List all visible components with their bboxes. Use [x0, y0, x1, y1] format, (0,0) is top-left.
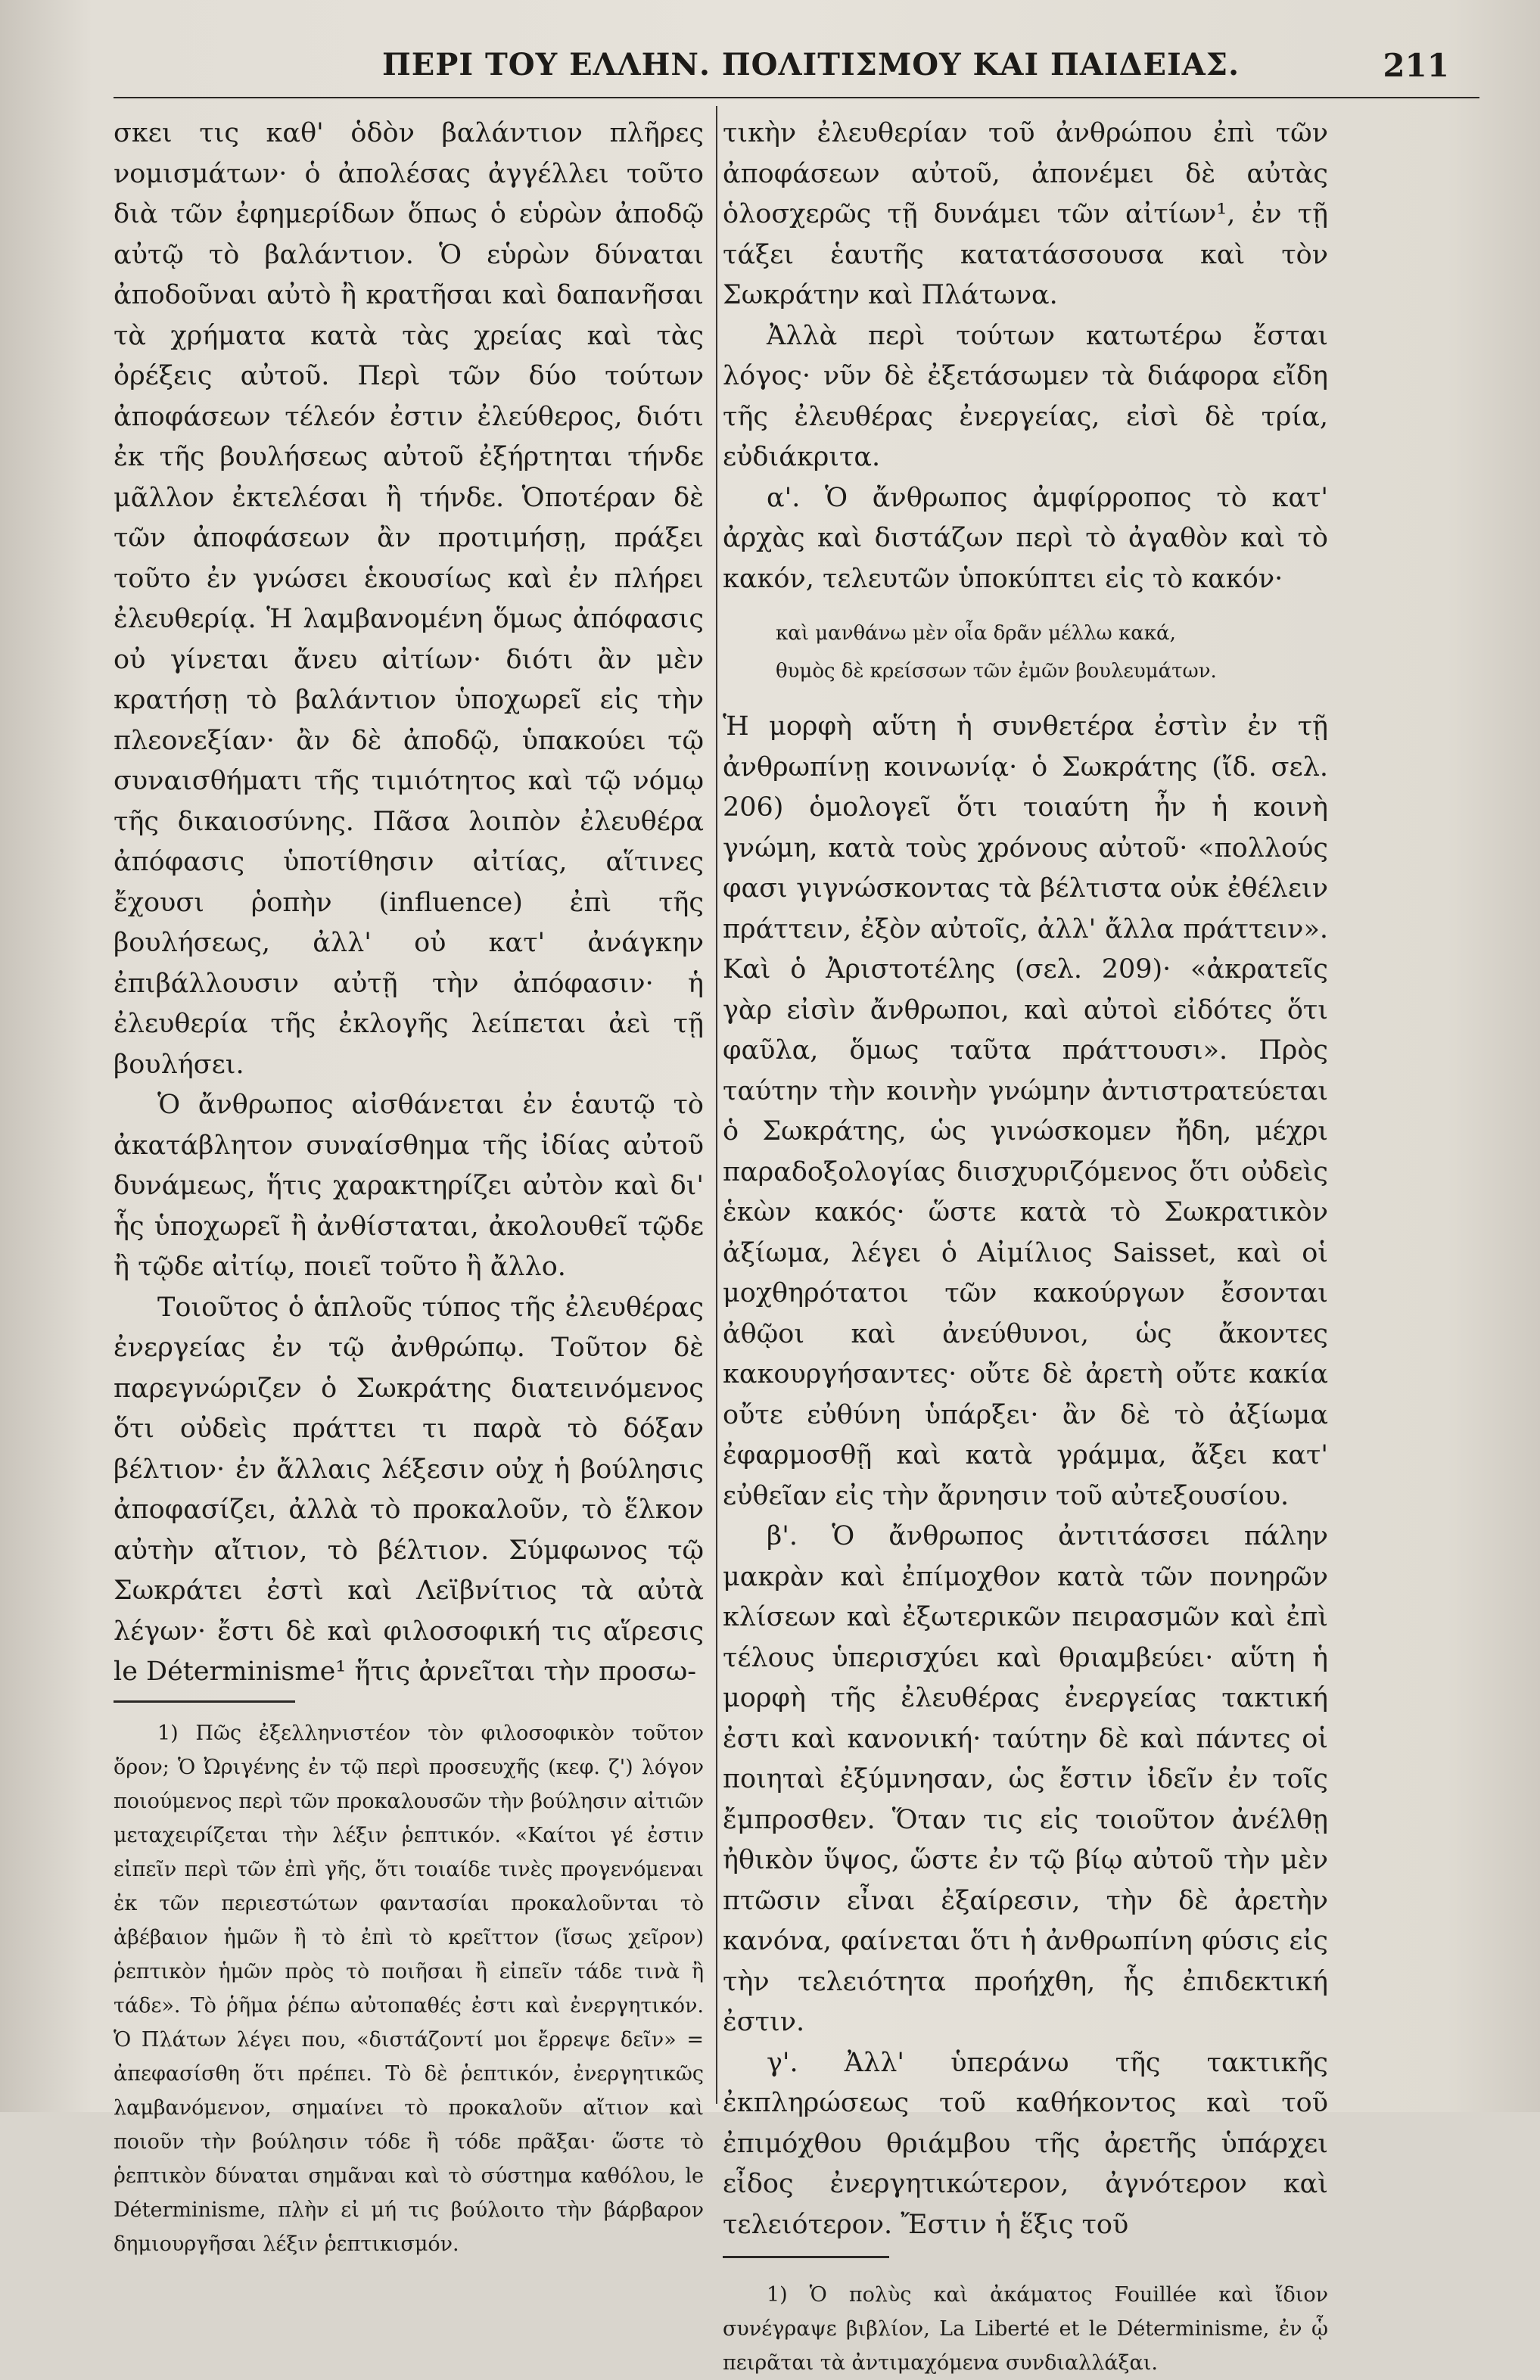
verse-line-1: καὶ μανθάνω μὲν οἷα δρᾶν μέλλω κακά,: [776, 622, 1176, 645]
left-paragraph-2: Ὁ ἄνθρωπος αἰσθάνεται ἐν ἑαυτῷ τὸ ἀκατάβλητον συναίσθημα τῆς ἰδίας αὐτοῦ δυνάμεως, ἥτις χαρακτηρίζει αὐτὸν καὶ δι' ἧς ὑποχωρεῖ ἢ ἀνθίσταται, ἀκολουθεῖ τῷδε ἢ τῷδε αἰτίῳ, ποιεῖ τοῦτο ἢ ἄλλο.: [114, 1090, 704, 1282]
right-paragraph-2: Ἀλλὰ περὶ τούτων κατωτέρω ἔσται λόγος· νῦν δὲ ἐξετάσωμεν τὰ διάφορα εἴδη τῆς ἐλευθέρας ἐνεργείας, εἰσὶ δὲ τρία, εὐδιάκριτα.: [723, 320, 1328, 472]
left-footnote: 1) Πῶς ἐξελληνιστέον τὸν φιλοσοφικὸν τοῦτον ὅρον; Ὁ Ὠριγένης ἐν τῷ περὶ προσευχῆς (κεφ. ζ') λόγον ποιούμενος περὶ τῶν προκαλουσῶν τὴν βούλησιν αἰτιῶν μεταχειρίζεται τὴν λέξιν ῥεπτικόν. «Καίτοι γέ ἐστιν εἰπεῖν περὶ τῶν ἐπὶ γῆς, ὅτι τοιαίδε τινὲς προγενόμεναι ἐκ τῶν περιεστώτων φαντασίαι προκαλοῦνται τὸ ἀβέβαιον ἡμῶν ἢ τὸ ἐπὶ τὸ κρεῖττον (ἴσως χεῖρον) ῥεπτικὸν ἡμῶν πρὸς τὸ ποιῆσαι ἢ εἰπεῖν τάδε τινὰ ἢ τάδε». Τὸ ῥῆμα ῥέπω αὐτοπαθές ἐστι καὶ ἐνεργητικόν. Ὁ Πλάτων λέγει που, «διστάζοντί μοι ἔρρεψε δεῖν» = ἀπεφασίσθη ὅτι πρέπει. Τὸ δὲ ῥεπτικόν, ἐνεργητικῶς λαμβανόμενον, σημαίνει τὸ προκαλοῦν αἴτιον καὶ ποιοῦν τὴν βούλησιν τόδε ἢ τόδε πρᾶξαι· ὥστε τὸ ῥεπτικὸν δύναται σημᾶναι καὶ τὸ σύστημα καθόλου, le Déterminisme, πλὴν εἰ μή τις βούλοιτο τὴν βάρβαρον δημιουργῆσαι λέξιν ῥεπτικισμόν.: [114, 1721, 704, 2256]
left-paragraph-3: Τοιοῦτος ὁ ἁπλοῦς τύπος τῆς ἐλευθέρας ἐνεργείας ἐν τῷ ἀνθρώπῳ. Τοῦτον δὲ παρεγνώριζεν ὁ Σωκράτης διατεινόμενος ὅτι οὐδεὶς πράττει τι παρὰ τὸ δόξαν βέλτιον· ἐν ἄλλαις λέξεσιν οὐχ ἡ βούλησις ἀποφασίζει, ἀλλὰ τὸ προκαλοῦν, τὸ ἕλκον αὐτὴν αἴτιον, τὸ βέλτιον. Σύμφωνος τῷ Σωκράτει ἐστὶ καὶ Λεϊβνίτιος τὰ αὐτὰ λέγων· ἔστι δὲ καὶ φιλοσοφική τις αἵρεσις le Déterminisme¹ ἥτις ἀρνεῖται τὴν προσω-: [114, 1292, 704, 1687]
running-title: ΠΕΡΙ ΤΟΥ ΕΛΛΗΝ. ΠΟΛΙΤΙΣΜΟΥ ΚΑΙ ΠΑΙΔΕΙΑΣ.: [382, 47, 1240, 82]
left-column: [114, 114, 704, 2261]
running-head: [114, 47, 1479, 92]
column-divider: [716, 106, 717, 2104]
left-paragraph-1: σκει τις καθ' ὁδὸν βαλάντιον πλῆρες νομισμάτων· ὁ ἀπολέσας ἀγγέλλει τοῦτο διὰ τῶν ἐφημερίδων ὅπως ὁ εὑρὼν ἀποδῷ αὐτῷ τὸ βαλάντιον. Ὁ εὑρὼν δύναται ἀποδοῦναι αὐτὸ ἢ κρατῆσαι καὶ δαπανῆσαι τὰ χρήματα κατὰ τὰς χρείας καὶ τὰς ὀρέξεις αὐτοῦ. Περὶ τῶν δύο τούτων ἀποφάσεων τέλεόν ἐστιν ἐλεύθερος, διότι ἐκ τῆς βουλήσεως αὐτοῦ ἐξήρτηται τήνδε μᾶλλον ἐκτελέσαι ἢ τήνδε. Ὁποτέραν δὲ τῶν ἀποφάσεων ἂν προτιμήσῃ, πράξει τοῦτο ἐν γνώσει ἑκουσίως καὶ ἐν πλήρει ἐλευθερίᾳ. Ἡ λαμβανομένη ὅμως ἀπόφασις οὐ γίνεται ἄνευ αἰτίων· διότι ἂν μὲν κρατήσῃ τὸ βαλάντιον ὑποχωρεῖ εἰς τὴν πλεονεξίαν· ἂν δὲ ἀποδῷ, ὑπακούει τῷ συναισθήματι τῆς τιμιότητος καὶ τῷ νόμῳ τῆς δικαιοσύνης. Πᾶσα λοιπὸν ἐλευθέρα ἀπόφασις ὑποτίθησιν αἰτίας, αἵτινες ἔχουσι ῥοπὴν (influence) ἐπὶ τῆς βουλήσεως, ἀλλ' οὐ κατ' ἀνάγκην ἐπιβάλλουσιν αὐτῇ τὴν ἀπόφασιν· ἡ ἐλευθερία τῆς ἐκλογῆς λείπεται ἀεὶ τῇ βουλήσει.: [114, 118, 704, 1080]
right-paragraph-4: Ἡ μορφὴ αὕτη ἡ συνθετέρα ἐστὶν ἐν τῇ ἀνθρωπίνῃ κοινωνίᾳ· ὁ Σωκράτης (ἴδ. σελ. 206) ὁμολογεῖ ὅτι τοιαύτη ἦν ἡ κοινὴ γνώμη, κατὰ τοὺς χρόνους αὐτοῦ· «πολλούς φασι γιγνώσκοντας τὰ βέλτιστα οὐκ ἐθέλειν πράττειν, ἐξὸν αὐτοῖς, ἀλλ' ἄλλα πράττειν». Καὶ ὁ Ἀριστοτέλης (σελ. 209)· «ἀκρατεῖς γὰρ εἰσὶν ἄνθρωποι, καὶ αὐτοὶ εἰδότες ὅτι φαῦλα, ὅμως ταῦτα πράττουσι». Πρὸς ταύτην τὴν κοινὴν γνώμην ἀντιστρατεύεται ὁ Σωκράτης, ὡς γινώσκομεν ἤδη, μέχρι παραδοξολογίας διισχυριζόμενος ὅτι οὐδεὶς ἑκὼν κακός· ὥστε κατὰ τὸ Σωκρατικὸν ἀξίωμα, λέγει ὁ Αἰμίλιος Saisset, καὶ οἱ μοχθηρότατοι τῶν κακούργων ἔσονται ἀθῷοι καὶ ἀνεύθυνοι, ὡς ἄκοντες κακουργήσαντες· οὔτε δὲ ἀρετὴ οὔτε κακία οὔτε εὐθύνη ὑπάρξει· ἂν δὲ τὸ ἀξίωμα ἐφαρμοσθῇ καὶ κατὰ γράμμα, ἄξει κατ' εὐθεῖαν εἰς τὴν ἄρνησιν τοῦ αὐτεξουσίου.: [723, 711, 1328, 1511]
right-paragraph-1: τικὴν ἐλευθερίαν τοῦ ἀνθρώπου ἐπὶ τῶν ἀποφάσεων αὐτοῦ, ἀπονέμει δὲ αὐτὰς ὁλοσχερῶς τῇ δυνάμει τῶν αἰτίων¹, ἐν τῇ τάξει ἑαυτῆς κατατάσσουσα καὶ τὸν Σωκράτην καὶ Πλάτωνα.: [723, 118, 1328, 310]
verse-line-2: θυμὸς δὲ κρείσσων τῶν ἐμῶν βουλευμάτων.: [776, 660, 1217, 683]
right-paragraph-3: α'. Ὁ ἄνθρωπος ἀμφίρροπος τὸ κατ' ἀρχὰς καὶ διστάζων περὶ τὸ ἀγαθὸν καὶ τὸ κακόν, τελευτῶν ὑποκύπτει εἰς τὸ κακόν·: [723, 482, 1328, 594]
footnote-rule: [723, 2256, 889, 2258]
page-number: 211: [1383, 47, 1449, 84]
right-footnote: 1) Ὁ πολὺς καὶ ἀκάματος Fouillée καὶ ἴδιον συνέγραψε βιβλίον, La Liberté et le Déterminisme, ἐν ᾧ πειρᾶται τὰ ἀντιμαχόμενα συνδιαλλάξαι.: [723, 2283, 1328, 2375]
header-rule: [114, 97, 1479, 98]
right-column: [723, 114, 1328, 2380]
right-paragraph-6: γ'. Ἀλλ' ὑπεράνω τῆς τακτικῆς ἐκπληρώσεως τοῦ καθήκοντος καὶ τοῦ ἐπιμόχθου θριάμβου τῆς ἀρετῆς ὑπάρχει εἶδος ἐνεργητικώτερον, ἀγνότερον καὶ τελειότερον. Ἔστιν ἡ ἕξις τοῦ: [723, 2047, 1328, 2240]
right-paragraph-5: β'. Ὁ ἄνθρωπος ἀντιτάσσει πάλην μακρὰν καὶ ἐπίμοχθον κατὰ τῶν πονηρῶν κλίσεων καὶ ἐξωτερικῶν πειρασμῶν καὶ ἐπὶ τέλους ὑπερισχύει καὶ θριαμβεύει· αὕτη ἡ μορφὴ τῆς ἐλευθέρας ἐνεργείας τακτική ἐστι καὶ κανονική· ταύτην δὲ καὶ πάντες οἱ ποιηταὶ ἐξύμνησαν, ὡς ἔστιν ἰδεῖν ἐν τοῖς ἔμπροσθεν. Ὅταν τις εἰς τοιοῦτον ἀνέλθῃ ἠθικὸν ὕψος, ὥστε ἐν τῷ βίῳ αὐτοῦ τὴν μὲν πτῶσιν εἶναι ἐξαίρεσιν, τὴν δὲ ἀρετὴν κανόνα, φαίνεται ὅτι ἡ ἀνθρωπίνη φύσις εἰς τὴν τελειότητα προήχθη, ἧς ἐπιδεκτική ἐστιν.: [723, 1521, 1328, 2037]
verse-quotation: [723, 614, 1328, 690]
footnote-rule: [114, 1700, 295, 1703]
